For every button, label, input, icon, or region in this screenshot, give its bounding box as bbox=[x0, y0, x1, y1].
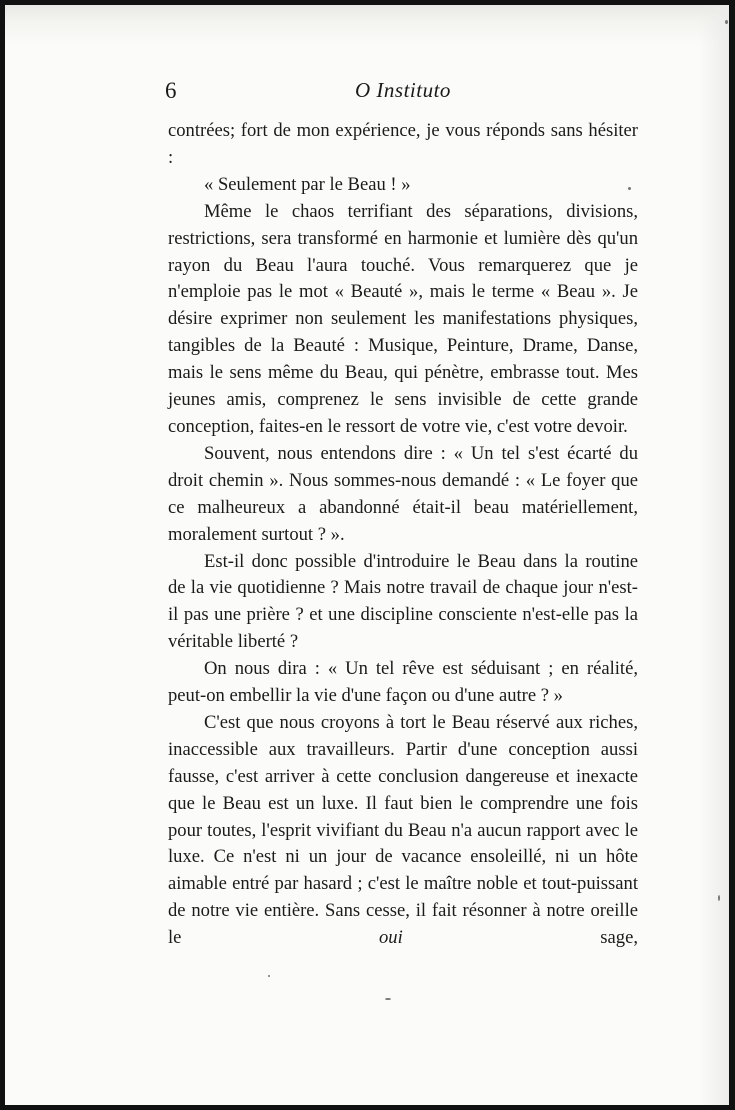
running-head bbox=[165, 74, 637, 108]
paragraph: Souvent, nous entendons dire : « Un tel s'est écarté du droit chemin ». Nous sommes-nous demandé : « Le foyer que ce malheureux a abandonné était-il beau matériellement, moralement surtout ? ». bbox=[168, 442, 638, 545]
scan-shading-top bbox=[5, 5, 730, 45]
paragraph: Même le chaos terrifiant des séparations, divisions, restrictions, sera transformé en harmonie et lumière dès qu'un rayon du Beau l'aura touché. Vous remarquerez que je n'emploie pas le mot « Beauté », mais le terme « Beau ». Je désire exprimer non seulement les manifestations physiques, tangibles de la Beauté : Musique, Peinture, Drame, Danse, mais le sens même du Beau, qui pénètre, embrasse tout. Mes jeunes amis, comprenez le sens invisible de cette grande conception, faites-en le ressort de votre vie, c'est votre devoir. bbox=[168, 200, 638, 437]
emphasized-word: oui bbox=[378, 927, 403, 949]
speck bbox=[268, 975, 270, 977]
paragraph: « Seulement par le Beau ! » bbox=[204, 173, 411, 195]
scan-shading-right bbox=[699, 5, 729, 1105]
paragraph: On nous dira : « Un tel rêve est séduisant ; en réalité, peut-on embellir la vie d'une façon ou d'une autre ? » bbox=[168, 658, 638, 707]
page-number: 6 bbox=[165, 78, 177, 103]
speck bbox=[385, 998, 391, 1000]
speck bbox=[718, 895, 720, 901]
paragraph: C'est que nous croyons à tort le Beau réservé aux riches, inaccessible aux travailleurs. Partir d'une conception aussi fausse, c'est arriver à cette conclusion dangereuse et inexacte que le Beau est un luxe. Il faut bien le comprendre une fois pour toutes, l'esprit vivifiant du Beau n'a aucun rapport avec le luxe. Ce n'est ni un jour de vacance ensoleillé, ni un hôte aimable entré par hasard ; c'est le maître noble et tout-puissant de notre vie entière. Sans cesse, il fait résonner à notre oreille le oui sage, bbox=[168, 711, 638, 949]
scan-border-top bbox=[0, 0, 735, 5]
scan-border-right bbox=[729, 0, 735, 1110]
paragraph: Est-il donc possible d'introduire le Beau dans la routine de la vie quotidienne ? Mais notre travail de chaque jour n'est-il pas une prière ? et une discipline consciente n'est-elle pas la véritable liberté ? bbox=[168, 550, 638, 653]
paragraph: contrées; fort de mon expérience, je vous réponds sans hésiter : bbox=[168, 120, 638, 168]
scan-border-left bbox=[0, 0, 5, 1110]
scan-border-bottom bbox=[0, 1105, 735, 1110]
journal-title: O Instituto bbox=[355, 78, 451, 102]
body-text bbox=[168, 118, 638, 952]
speck bbox=[725, 20, 728, 24]
